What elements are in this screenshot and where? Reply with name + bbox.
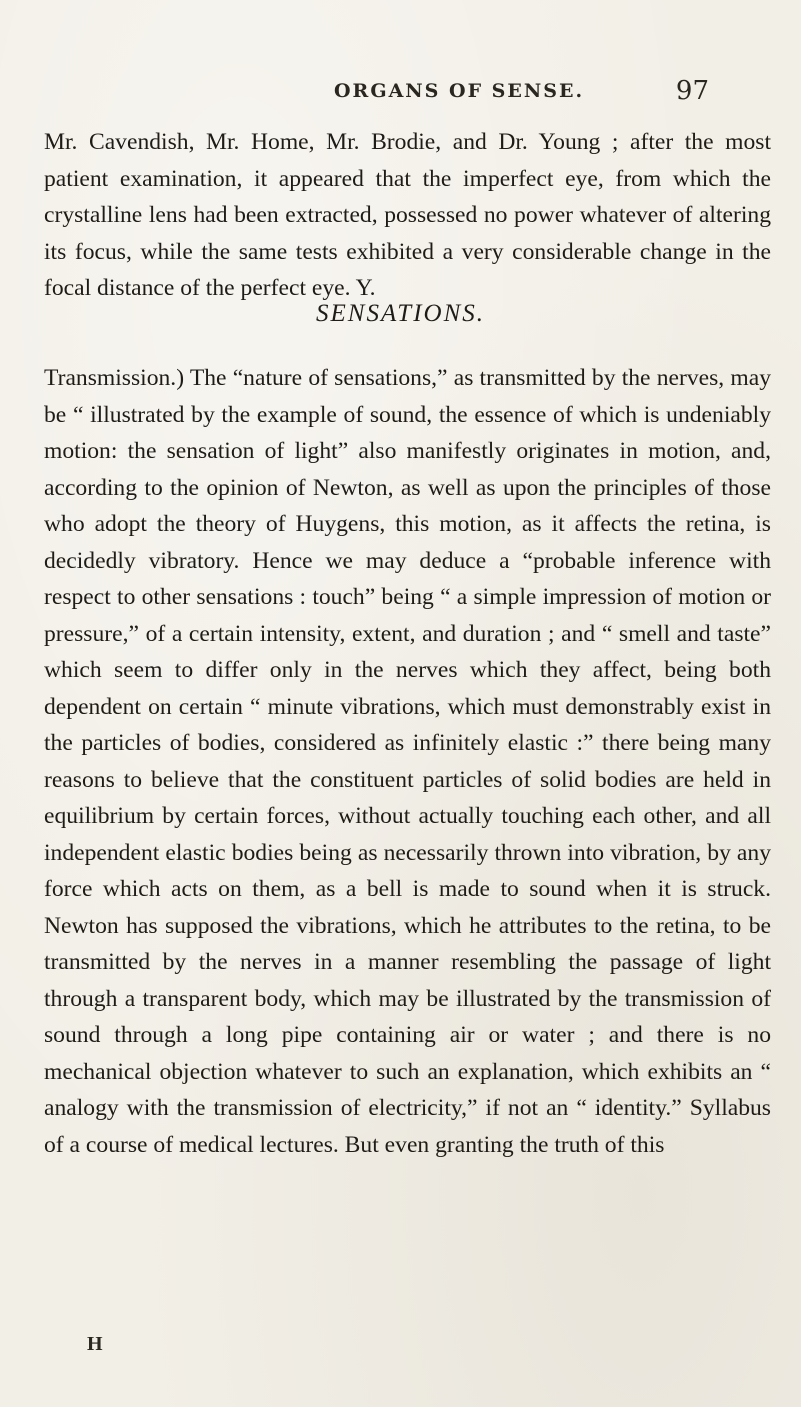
signature-mark: H bbox=[87, 1333, 103, 1355]
running-title: ORGANS OF SENSE. bbox=[334, 80, 585, 102]
running-head bbox=[44, 76, 767, 110]
page-number: 97 bbox=[675, 76, 709, 106]
paragraph-main: Transmission.) The “nature of sensations,” as transmitted by the nerves, may be “ illustrated by the example of sound, the essence of which is undeniably motion: the sensation of light” also manifestly originates in motion, and, according to the opinion of Newton, as well as upon the principles of those who adopt the theory of Huygens, this motion, as it affects the retina, is decidedly vibratory. Hence we may deduce a “probable inference with respect to other sensations : touch” being “ a simple impression of motion or pressure,” of a certain intensity, extent, and duration ; and “ smell and taste” which seem to differ only in the nerves which they affect, being both dependent on certain “ minute vibrations, which must demonstrably exist in the particles of bodies, considered as infinitely elastic :” there being many reasons to believe that the constituent particles of solid bodies are held in equilibrium by certain forces, without actually touching each other, and all independent elastic bodies being as necessarily thrown into vibration, by any force which acts on them, as a bell is made to sound when it is struck. Newton has supposed the vibrations, which he attributes to the retina, to be transmitted by the nerves in a manner resembling the passage of light through a transparent body, which may be illustrated by the transmission of sound through a long pipe containing air or water ; and there is no mechanical objection whatever to such an explanation, which exhibits an “ analogy with the transmission of electricity,” if not an “ identity.” Syllabus of a course of medical lectures. But even granting the truth of this bbox=[44, 365, 771, 1158]
section-heading: SENSATIONS. bbox=[316, 300, 485, 327]
paragraph-top: Mr. Cavendish, Mr. Home, Mr. Brodie, and Dr. Young ; after the most patient examination, it appeared that the imperfect eye, from which the crystalline lens had been extracted, possessed no power whatever of altering its focus, while the same tests exhibited a very considerable change in the focal distance of the perfect eye. Y. bbox=[44, 129, 771, 301]
